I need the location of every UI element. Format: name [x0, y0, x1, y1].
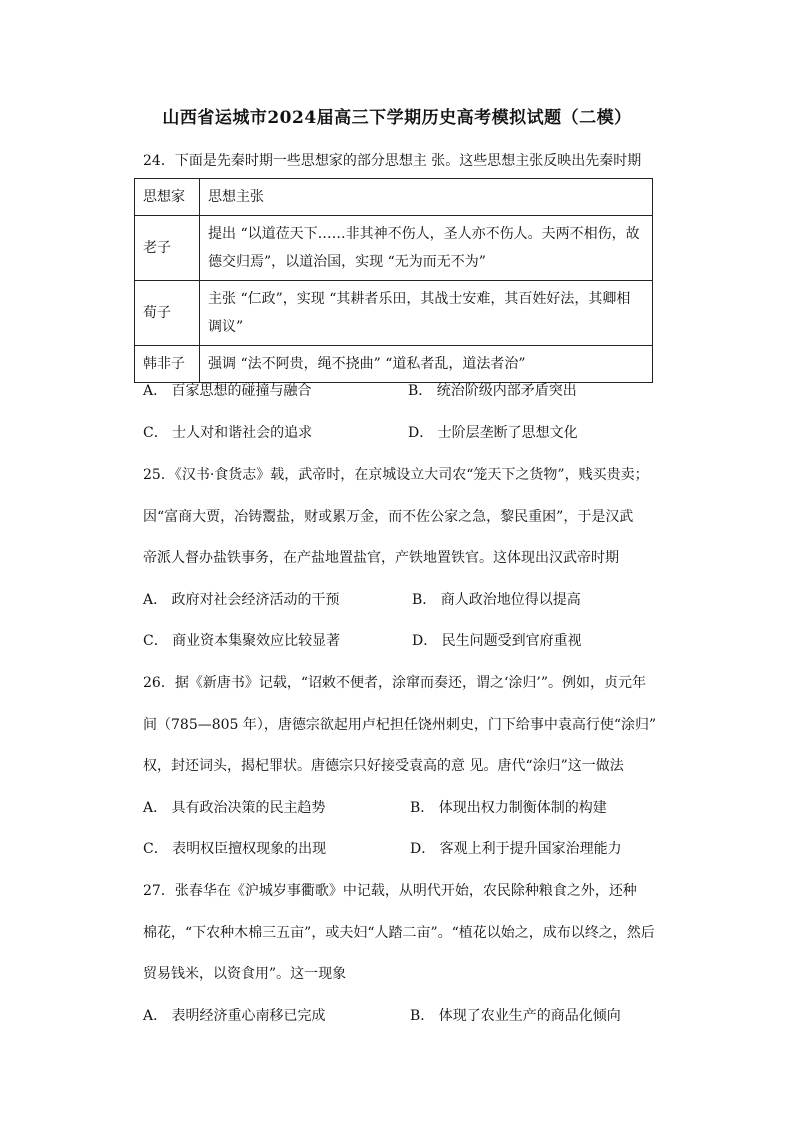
question-27-line-3: 贸易钱米，以资食用”。这一现象 [143, 966, 347, 982]
page-title: 山西省运城市2024届高三下学期历史高考模拟试题（二模） [162, 108, 632, 128]
q24-option-d[interactable]: D． 士阶层垄断了思想文化 [408, 425, 578, 441]
question-26-line-2: 间（785—805 年），唐德宗欲起用卢杞担任饶州刺史，门下给事中袁高行使“涂归” [143, 717, 657, 733]
question-27-line-2: 棉花，“下农种木棉三五亩”，或夫妇“人踏二亩”。“植花以始之，成布以终之，然后 [143, 925, 655, 941]
question-25-line-2: 因“富商大贾，冶铸鬻盐，财或累万金，而不佐公家之急，黎民重困”，于是汉武 [143, 509, 634, 525]
q26-option-a[interactable]: A． 具有政治决策的民主趋势 [143, 800, 326, 816]
question-25-line-1: 25．《汉书·食货志》载，武帝时，在京城设立大司农“笼天下之货物”，贱买贵卖； [143, 467, 649, 483]
q26-option-d[interactable]: D． 客观上利于提升国家治理能力 [410, 841, 622, 857]
thinker-name: 老子 [135, 216, 200, 281]
thinkers-table [134, 178, 653, 383]
question-25-line-3: 帝派人督办盐铁事务，在产盐地置盐官，产铁地置铁官。这体现出汉武帝时期 [143, 550, 619, 566]
question-26-line-1: 26．据《新唐书》记载，“诏敕不便者，涂窜而奏还，谓之‘涂归’”。例如，贞元年 [143, 675, 647, 691]
q26-option-b[interactable]: B． 体现出权力制衡体制的构建 [410, 800, 607, 816]
thinker-name: 荀子 [135, 281, 200, 346]
thinker-idea: 提出 “以道莅天下……非其神不伤人，圣人亦不伤人。夫两不相伤，故德交归焉”，以道治国，实现 “无为而无不为” [200, 216, 653, 281]
q24-option-a[interactable]: A． 百家思想的碰撞与融合 [143, 383, 312, 399]
question-27-line-1: 27．张春华在《沪城岁事衢歌》中记载，从明代开始，农民除种粮食之外，还种 [143, 883, 637, 899]
table-row [135, 216, 653, 281]
thinker-name: 韩非子 [135, 346, 200, 383]
q27-option-b[interactable]: B． 体现了农业生产的商品化倾向 [410, 1008, 621, 1024]
q25-option-d[interactable]: D． 民生问题受到官府重视 [412, 633, 582, 649]
q25-option-b[interactable]: B． 商人政治地位得以提高 [412, 592, 581, 608]
table-header-thinker: 思想家 [135, 179, 200, 216]
question-24-stem: 24．下面是先秦时期一些思想家的部分思想主 张。这些思想主张反映出先秦时期 [143, 153, 642, 169]
q25-option-a[interactable]: A． 政府对社会经济活动的干预 [143, 592, 340, 608]
thinker-idea: 强调 “法不阿贵，绳不挠曲” “道私者乱，道法者治” [200, 346, 653, 383]
q24-option-b[interactable]: B． 统治阶级内部矛盾突出 [408, 383, 577, 399]
q27-option-a[interactable]: A． 表明经济重心南移已完成 [143, 1008, 326, 1024]
q26-option-c[interactable]: C． 表明权臣擅权现象的出现 [143, 841, 327, 857]
thinker-idea: 主张 “仁政”，实现 “其耕者乐田，其战士安难，其百姓好法，其卿相调议” [200, 281, 653, 346]
q24-option-c[interactable]: C． 士人对和谐社会的追求 [143, 425, 313, 441]
table-row [135, 346, 653, 383]
table-header-idea: 思想主张 [200, 179, 653, 216]
q25-option-c[interactable]: C． 商业资本集聚效应比较显著 [143, 633, 341, 649]
question-26-line-3: 权，封还词头，揭杞罪状。唐德宗只好接受袁高的意 见。唐代“涂归”这一做法 [143, 758, 624, 774]
table-row [135, 281, 653, 346]
table-header-row [135, 179, 653, 216]
